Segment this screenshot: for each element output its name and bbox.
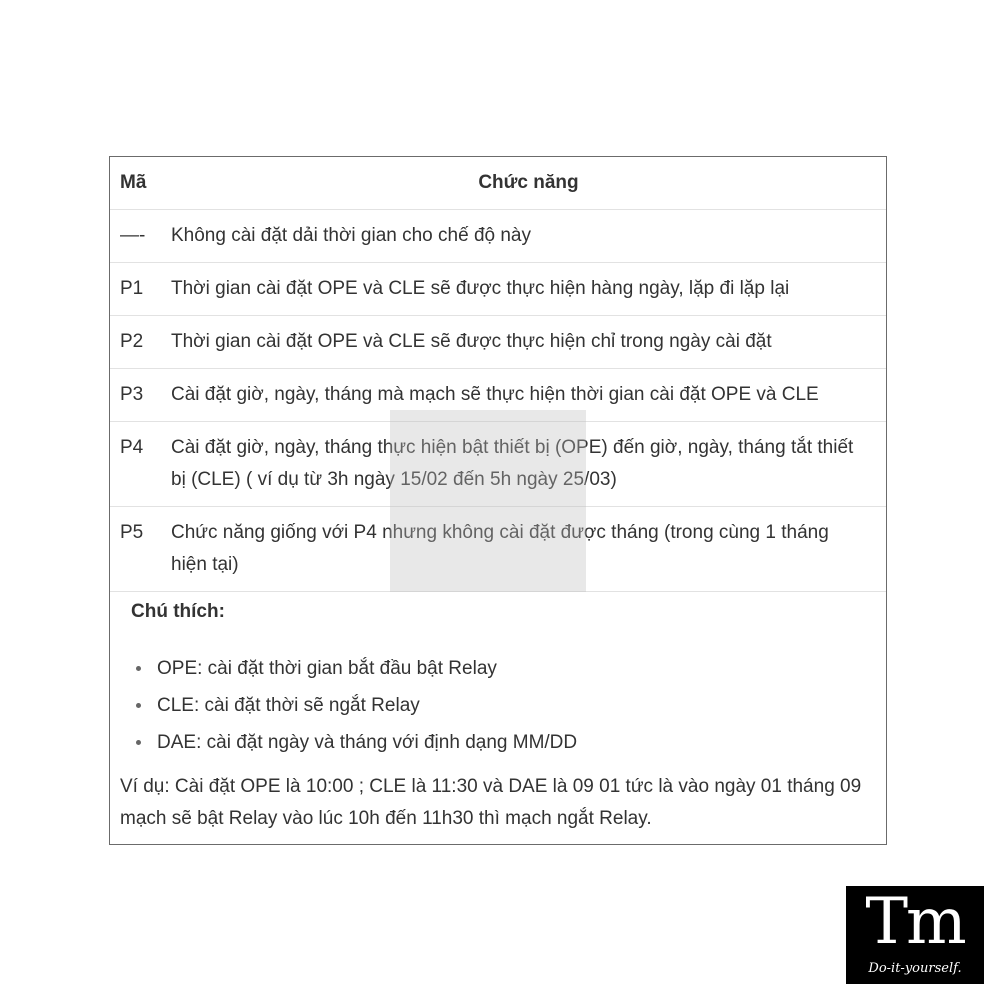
- row-code: P4: [120, 437, 144, 458]
- note-text: OPE: cài đặt thời gian bắt đầu bật Relay: [157, 658, 497, 679]
- notes-title: Chú thích:: [131, 601, 225, 622]
- row-code: P3: [120, 384, 144, 405]
- watermark-image: [390, 410, 586, 592]
- table-row: [110, 263, 886, 316]
- bullet-icon: [136, 740, 141, 745]
- header-function: Chức năng: [478, 172, 579, 193]
- row-description: Cài đặt giờ, ngày, tháng thực hiện bật thiết bị (OPE) đến giờ, ngày, tháng tắt thiết bị (CLE) ( ví dụ từ 3h ngày 15/02 đến 5h ngày 25/03): [171, 437, 854, 490]
- row-description: Thời gian cài đặt OPE và CLE sẽ được thực hiện chỉ trong ngày cài đặt: [171, 331, 772, 352]
- row-code: P1: [120, 278, 144, 299]
- note-text: CLE: cài đặt thời sẽ ngắt Relay: [157, 695, 420, 716]
- note-text: DAE: cài đặt ngày và tháng với định dạng MM/DD: [157, 732, 578, 753]
- example-paragraph: Ví dụ: Cài đặt OPE là 10:00 ; CLE là 11:30 và DAE là 09 01 tức là vào ngày 01 tháng 09 mạch sẽ bật Relay vào lúc 10h đến 11h30 thì mạch ngắt Relay.: [120, 776, 862, 829]
- table-row: [110, 316, 886, 369]
- row-description: Không cài đặt dải thời gian cho chế độ này: [171, 225, 531, 246]
- logo-mark: Tm: [865, 885, 965, 959]
- row-code: —-: [120, 225, 146, 246]
- bullet-icon: [136, 666, 141, 671]
- row-description: Thời gian cài đặt OPE và CLE sẽ được thực hiện hàng ngày, lặp đi lặp lại: [171, 278, 790, 299]
- list-item: [130, 687, 577, 724]
- list-item: [130, 724, 577, 761]
- function-table-card: [109, 156, 887, 845]
- row-code: P5: [120, 522, 144, 543]
- list-item: [130, 650, 577, 687]
- header-code: Mã: [120, 172, 147, 193]
- row-code: P2: [120, 331, 144, 352]
- bullet-icon: [136, 703, 141, 708]
- table-header-row: [110, 157, 886, 210]
- row-description: Cài đặt giờ, ngày, tháng mà mạch sẽ thực hiện thời gian cài đặt OPE và CLE: [171, 384, 819, 405]
- logo-tagline: Do-it-yourself.: [868, 961, 962, 976]
- row-description: Chức năng giống với P4 nhưng không cài đặt được tháng (trong cùng 1 tháng hiện tại): [171, 522, 829, 575]
- table-row: [110, 210, 886, 263]
- notes-list: [130, 650, 577, 761]
- brand-logo: [846, 886, 984, 984]
